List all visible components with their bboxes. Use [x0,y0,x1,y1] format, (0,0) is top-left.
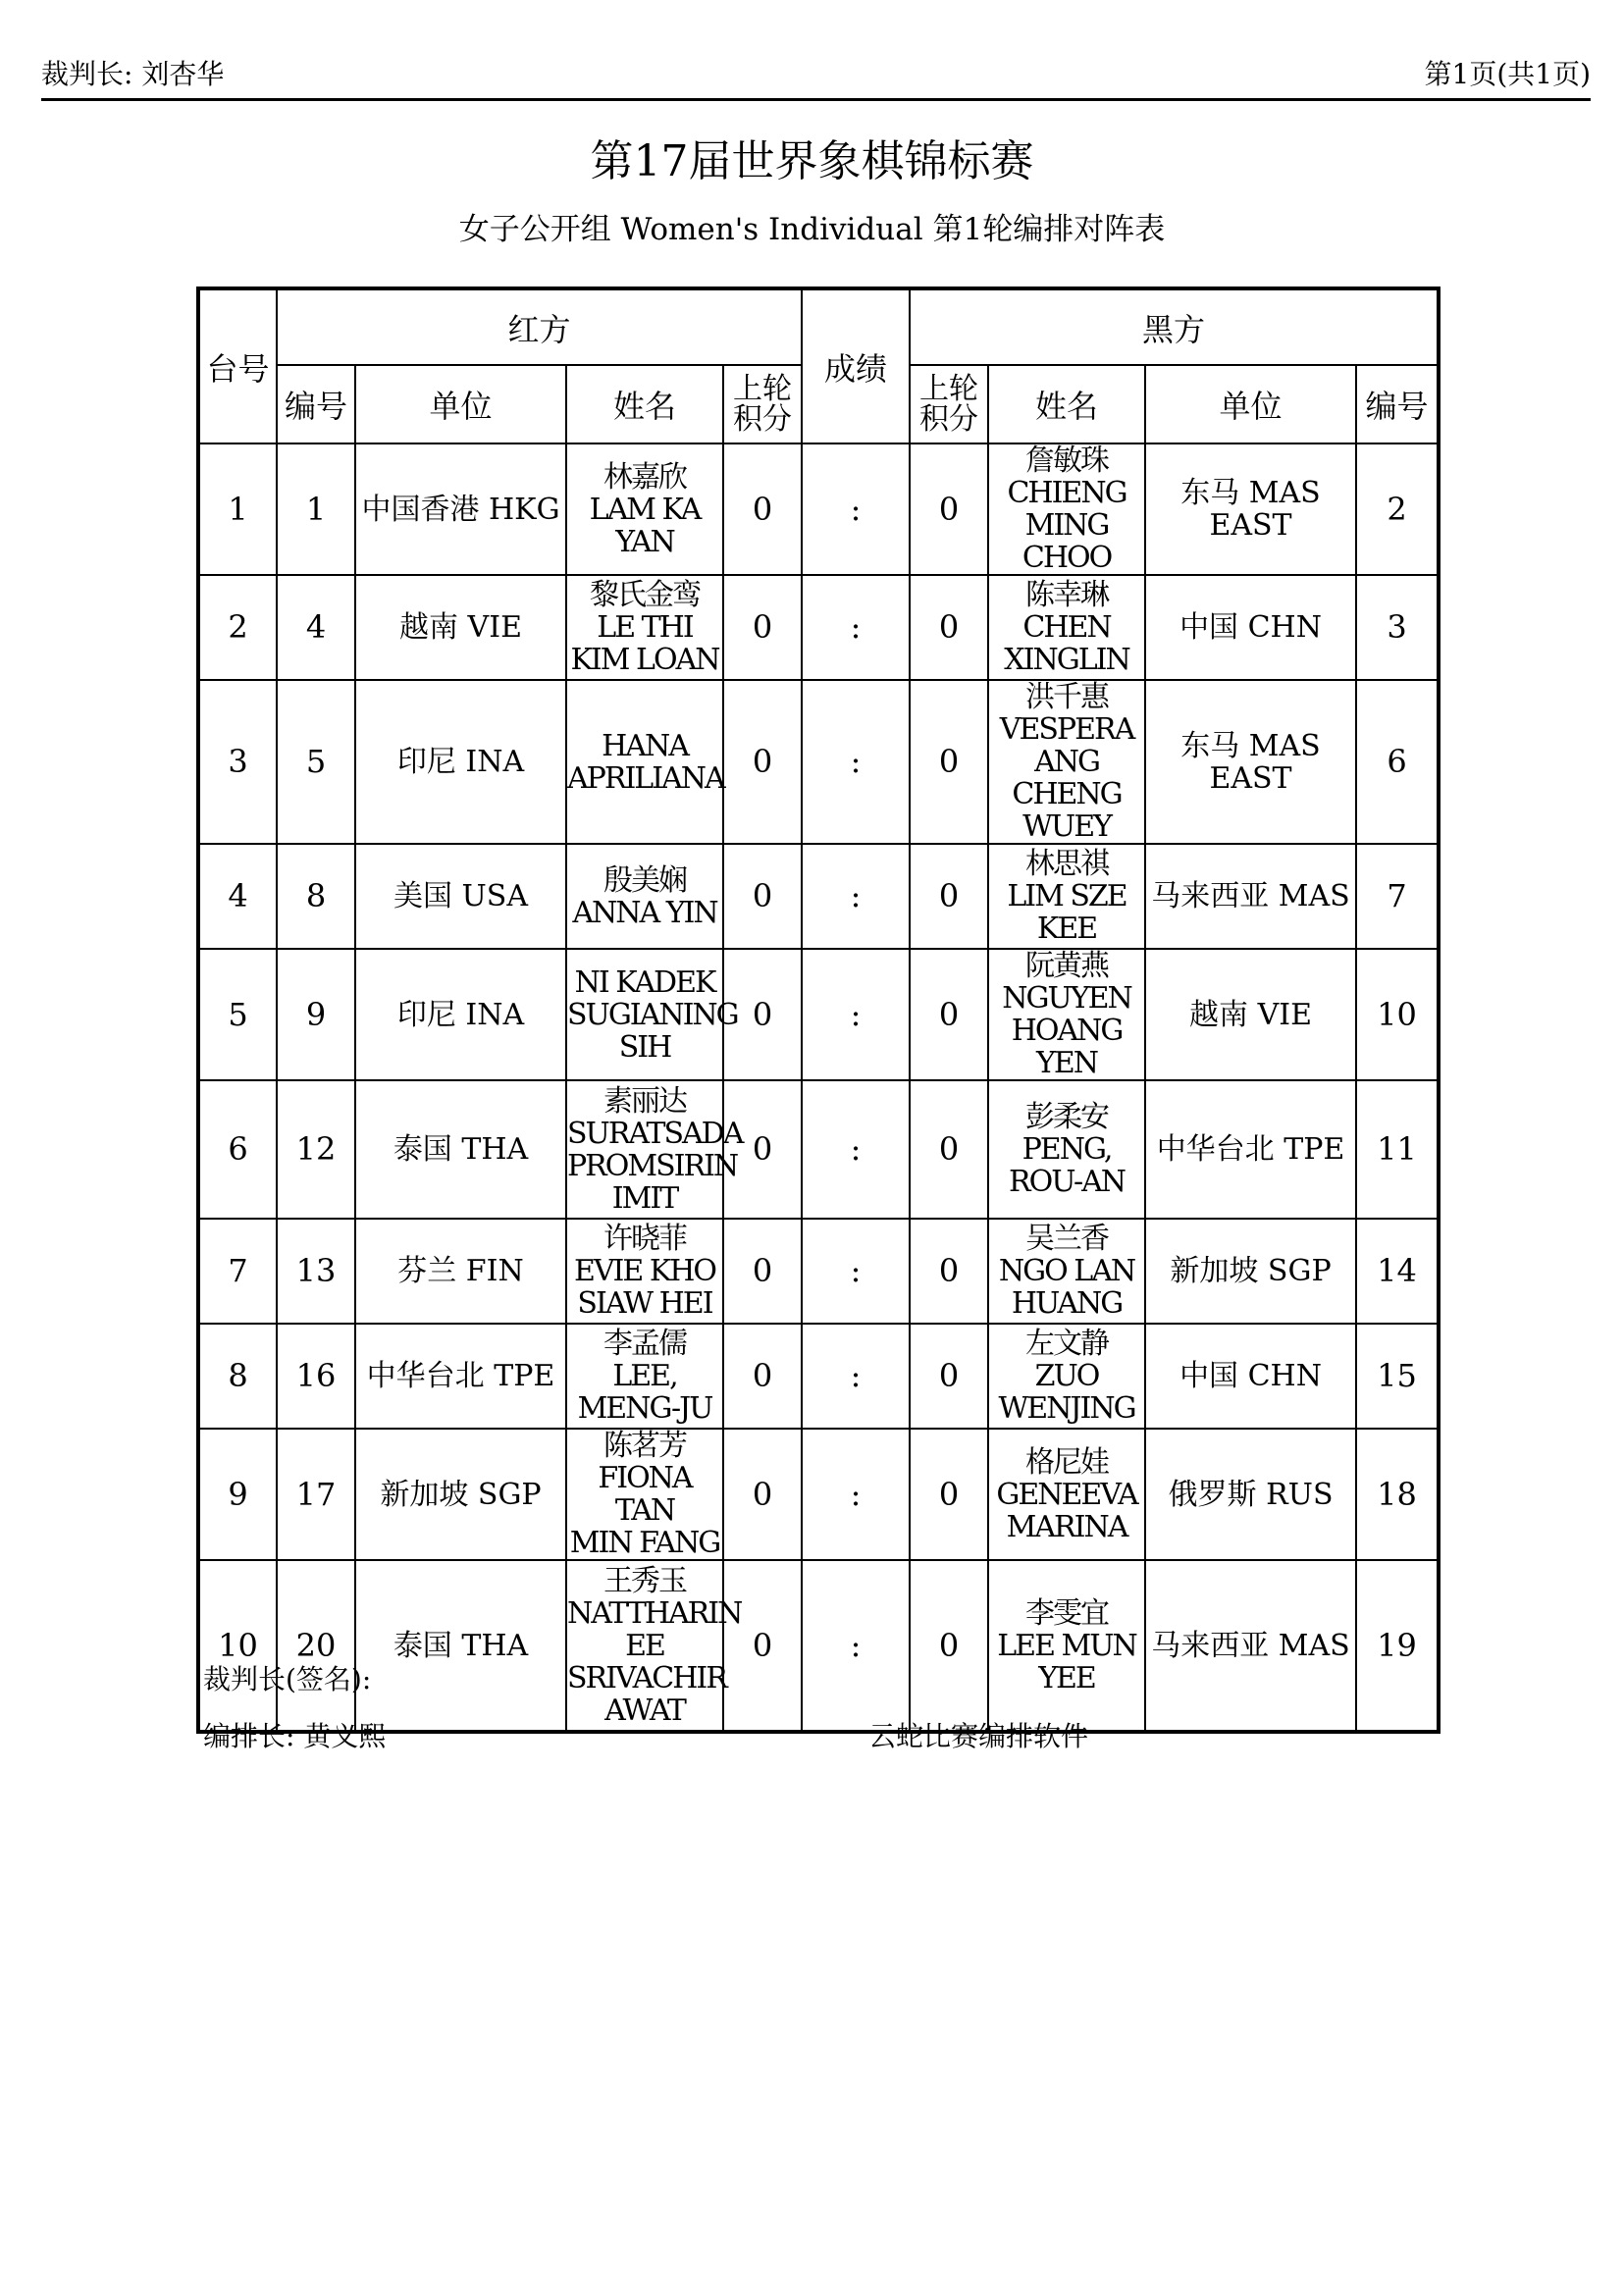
red-player-name-line: NI KADEK [574,965,715,1000]
board-number: 5 [198,949,277,1080]
footer-software: 云蛇比赛编排软件 [868,1720,1089,1752]
header-black-no: 编号 [1356,365,1439,443]
black-points: 0 [910,844,988,949]
black-player-no: 3 [1356,575,1439,680]
black-unit-line: 新加坡 SGP [1170,1254,1332,1288]
header-chief-referee: 裁判长: 刘杏华 [41,58,225,90]
black-unit [1145,1080,1356,1219]
table-row [198,1560,1439,1732]
black-player-name-line: MARINA [1006,1509,1127,1544]
result-separator: : [802,844,910,949]
table-row [198,844,1439,949]
red-player-name [566,443,723,575]
black-player-name-line: HOANG YEN [1011,1014,1123,1080]
red-player-name-line: SUGIANING [567,997,738,1032]
board-number: 6 [198,1080,277,1219]
black-player-name-line: KEE [1036,912,1097,946]
red-points: 0 [723,1429,802,1560]
board-number: 3 [198,680,277,844]
board-number: 8 [198,1324,277,1429]
result-separator: : [802,1324,910,1429]
black-unit-line: 马来西亚 MAS [1151,1628,1350,1663]
black-unit [1145,443,1356,575]
black-points: 0 [910,1219,988,1324]
black-player-name-line: ZUO [1034,1359,1099,1393]
red-unit: 中华台北 TPE [355,1324,566,1429]
red-player-no: 8 [277,844,355,949]
red-unit: 中国香港 HKG [355,443,566,575]
black-player-name-line: ROU-AN [1009,1165,1126,1199]
red-player-name-line: 殷美娴 [603,862,686,898]
red-player-name-line: MENG-JU [577,1391,712,1426]
red-player-name-line: 李孟儒 [603,1327,686,1361]
black-player-no: 15 [1356,1324,1439,1429]
black-unit-line: 中国 CHN [1179,610,1322,645]
header-black-name: 姓名 [988,365,1145,443]
black-player-name [988,1080,1145,1219]
black-points: 0 [910,1080,988,1219]
red-player-name [566,844,723,949]
red-player-name-line: IMIT [611,1180,678,1216]
result-separator: : [802,575,910,680]
black-unit [1145,1219,1356,1324]
footer-arranger: 编排长: 黄义熙 [203,1720,387,1752]
black-unit-line: 中国 CHN [1179,1359,1322,1393]
red-unit: 泰国 THA [355,1560,566,1732]
red-points: 0 [723,680,802,844]
red-player-no: 5 [277,680,355,844]
black-points: 0 [910,1429,988,1560]
red-player-name-line: PROMSIRIN [567,1148,738,1183]
red-unit: 泰国 THA [355,1080,566,1219]
black-player-name-line: CHIENG [1007,476,1126,510]
header-black-side: 黑方 [910,288,1439,365]
black-player-name-line: 詹敏珠 [1025,443,1109,478]
red-player-name-line: ANNA YIN [572,895,717,930]
black-unit-line: 中华台北 TPE [1156,1132,1345,1167]
black-player-name [988,1219,1145,1324]
black-player-name-line: XINGLIN [1004,643,1129,677]
result-separator: : [802,680,910,844]
result-separator: : [802,443,910,575]
black-player-name-line: ANG CHENG [1012,745,1122,811]
black-player-name-line: 林思祺 [1025,847,1109,881]
red-player-name-line: SIAW HEI [577,1286,712,1321]
black-player-no: 7 [1356,844,1439,949]
black-player-name [988,443,1145,575]
black-player-name [988,844,1145,949]
red-points: 0 [723,844,802,949]
red-player-name-line: NATTHARIN [567,1595,742,1631]
red-player-no: 16 [277,1324,355,1429]
black-unit [1145,1324,1356,1429]
header-red-no: 编号 [277,365,355,443]
black-player-no: 11 [1356,1080,1439,1219]
black-player-name-line: GENEEVA [996,1477,1137,1512]
header-red-name: 姓名 [566,365,723,443]
result-separator: : [802,1219,910,1324]
header-result: 成绩 [802,288,910,443]
black-player-name-line: YEE [1038,1660,1095,1695]
red-player-no: 12 [277,1080,355,1219]
black-points: 0 [910,949,988,1080]
red-player-name-line: SRIVACHIR [567,1660,726,1695]
black-player-name-line: LEE MUN [997,1628,1136,1663]
black-player-name-line: PENG, [1022,1132,1112,1167]
red-player-name-line: LAM KA [589,492,701,527]
black-unit [1145,1560,1356,1732]
black-unit-line: 东马 MAS [1180,476,1321,510]
black-player-name-line: MING CHOO [1022,508,1112,575]
black-player-no: 19 [1356,1560,1439,1732]
black-unit-line: EAST [1209,760,1292,796]
pairings-table [196,287,1441,1734]
red-unit: 美国 USA [355,844,566,949]
red-player-name-line: EE [625,1628,664,1663]
document-subtitle: 女子公开组 Women's Individual 第1轮编排对阵表 [458,212,1166,247]
black-unit-line: 俄罗斯 RUS [1168,1477,1334,1512]
black-player-no: 10 [1356,949,1439,1080]
black-player-name-line: NGUYEN [1002,981,1131,1016]
header-red-unit: 单位 [355,365,566,443]
result-separator: : [802,949,910,1080]
black-player-name [988,575,1145,680]
black-unit-line: 越南 VIE [1189,997,1312,1032]
red-player-name-line: 黎氏金鸾 [590,578,700,612]
black-player-name [988,1324,1145,1429]
table-row [198,443,1439,575]
red-player-name [566,1080,743,1219]
black-unit [1145,1429,1356,1560]
red-player-name [566,1324,723,1429]
red-points: 0 [723,1080,802,1219]
black-player-no: 18 [1356,1429,1439,1560]
header-divider [41,98,1591,101]
red-player-name-line: EVIE KHO [573,1254,716,1288]
black-player-name-line: 阮黄燕 [1025,949,1109,983]
black-player-no: 2 [1356,443,1439,575]
red-points: 0 [723,443,802,575]
red-player-name-line: 王秀玉 [603,1563,686,1598]
red-player-name-line: 陈茗芳 [603,1429,686,1463]
black-player-name-line: 左文静 [1025,1327,1109,1361]
black-unit [1145,680,1356,844]
red-player-name-line: 素丽达 [603,1083,686,1119]
black-player-name-line: WUEY [1022,809,1111,844]
black-player-name-line: LIM SZE [1007,879,1126,913]
board-number: 1 [198,443,277,575]
document-title: 第17届世界象棋锦标赛 [590,136,1034,186]
black-unit [1145,575,1356,680]
header-red-side: 红方 [277,288,802,365]
red-player-name-line: 林嘉欣 [603,459,686,495]
red-player-name-line: HANA [602,728,688,763]
red-player-name [566,575,723,680]
black-player-no: 6 [1356,680,1439,844]
header-black-unit: 单位 [1145,365,1356,443]
red-player-name-line: SURATSADA [567,1116,743,1151]
black-player-name-line: 吴兰香 [1025,1222,1109,1256]
footer-chief-signature: 裁判长(签名): [203,1663,372,1695]
black-points: 0 [910,443,988,575]
red-player-no: 9 [277,949,355,1080]
result-separator: : [802,1560,910,1732]
table-row [198,949,1439,1080]
red-unit: 新加坡 SGP [355,1429,566,1560]
red-player-no: 13 [277,1219,355,1324]
red-player-name-line: LEE, [612,1359,677,1393]
black-player-name-line: 陈幸琳 [1025,578,1109,612]
red-player-name-line: AWAT [604,1693,685,1728]
board-number: 2 [198,575,277,680]
red-unit: 芬兰 FIN [355,1219,566,1324]
black-player-name [988,1560,1145,1732]
table-row [198,575,1439,680]
black-points: 0 [910,1560,988,1732]
black-player-name [988,680,1145,844]
black-player-name-line: NGO LAN [998,1254,1135,1288]
black-points: 0 [910,680,988,844]
black-player-name-line: HUANG [1011,1286,1123,1321]
black-player-name-line: CHEN [1022,610,1111,645]
board-number: 9 [198,1429,277,1560]
red-unit: 印尼 INA [355,680,566,844]
red-player-name-line: MIN FANG [569,1526,720,1560]
header-page-number: 第1页(共1页) [1424,58,1591,90]
red-player-name-line: APRILIANA [567,760,724,796]
header-black-points: 上轮 积分 [910,365,988,443]
red-points: 0 [723,1560,802,1732]
red-points: 0 [723,575,802,680]
header-red-points: 上轮 积分 [723,365,802,443]
table-row [198,1324,1439,1429]
red-player-name-line: LE THI [597,610,693,645]
board-number: 7 [198,1219,277,1324]
black-unit [1145,949,1356,1080]
red-player-name-line: SIH [618,1029,671,1065]
black-player-name-line: VESPERA [999,712,1134,747]
red-player-name [566,1219,723,1324]
red-player-name-line: FIONA TAN [598,1461,692,1528]
table-row [198,1429,1439,1560]
black-player-name-line: WENJING [998,1391,1135,1426]
black-unit [1145,844,1356,949]
black-player-name-line: 格尼娃 [1025,1444,1109,1480]
black-points: 0 [910,1324,988,1429]
black-player-name [988,949,1145,1080]
black-unit-line: 马来西亚 MAS [1151,879,1350,913]
result-separator: : [802,1080,910,1219]
table-row [198,1080,1439,1219]
red-points: 0 [723,1324,802,1429]
red-unit: 越南 VIE [355,575,566,680]
red-player-name [566,1560,742,1732]
black-player-no: 14 [1356,1219,1439,1324]
black-player-name-line: 李雯宜 [1025,1595,1109,1631]
result-separator: : [802,1429,910,1560]
black-unit-line: EAST [1209,508,1292,543]
red-points: 0 [723,949,802,1080]
red-player-no: 17 [277,1429,355,1560]
board-number: 10 [198,1560,277,1732]
red-player-no: 1 [277,443,355,575]
board-number: 4 [198,844,277,949]
pairings-body [198,443,1439,1732]
black-player-name-line: 洪千惠 [1025,680,1109,714]
red-player-name-line: YAN [615,524,674,559]
red-player-name [566,949,738,1080]
black-player-name [988,1429,1145,1560]
red-unit: 印尼 INA [355,949,566,1080]
black-player-name-line: 彭柔安 [1025,1100,1109,1134]
red-player-no: 20 [277,1560,355,1732]
table-row [198,1219,1439,1324]
red-player-name-line: KIM LOAN [570,643,719,677]
red-player-name [566,680,723,844]
black-points: 0 [910,575,988,680]
red-player-name-line: 许晓菲 [603,1222,686,1256]
red-points: 0 [723,1219,802,1324]
black-unit-line: 东马 MAS [1180,728,1321,763]
red-player-no: 4 [277,575,355,680]
red-player-name [566,1429,723,1560]
header-board: 台号 [198,288,277,443]
table-row [198,680,1439,844]
